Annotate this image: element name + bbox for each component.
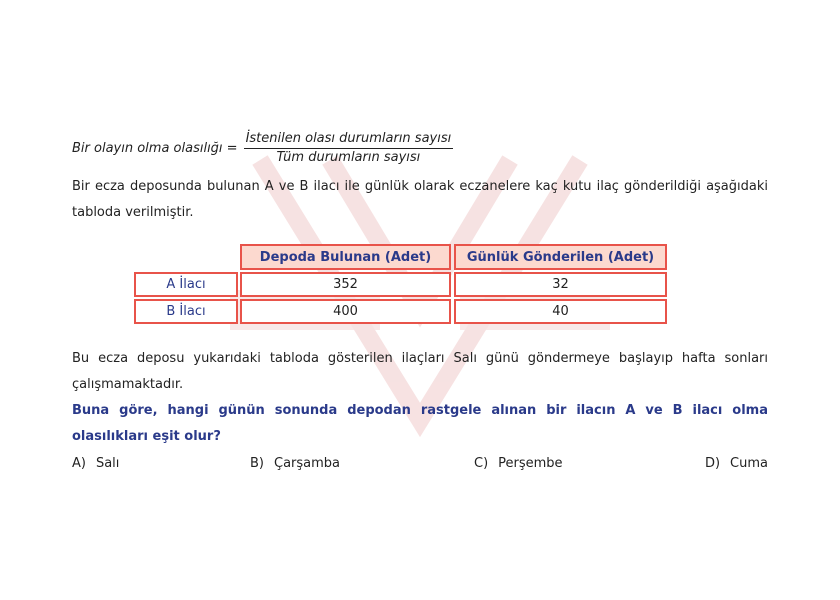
option-a-text: Salı: [95, 456, 120, 471]
answer-options: [72, 456, 768, 474]
option-d-text: Cuma: [730, 456, 768, 471]
probability-formula: [72, 130, 453, 166]
option-c-text: Perşembe: [498, 456, 563, 471]
option-c-letter: C): [474, 456, 489, 471]
option-d[interactable]: [705, 456, 768, 471]
formula-fraction: [244, 131, 454, 166]
table-cell-a-daily: 32: [454, 272, 667, 297]
table-row-label-b: B İlacı: [134, 299, 238, 324]
option-a[interactable]: [72, 456, 119, 471]
table-header-stock: Depoda Bulunan (Adet): [240, 244, 451, 270]
table-cell-b-daily: 40: [454, 299, 667, 324]
option-d-letter: D): [704, 456, 721, 471]
option-b-text: Çarşamba: [274, 456, 341, 471]
table-header-daily: Günlük Gönderilen (Adet): [454, 244, 667, 270]
table-row-label-a: A İlacı: [134, 272, 238, 297]
option-c[interactable]: [474, 456, 563, 471]
intro-paragraph: Bir ecza deposunda bulunan A ve B ilacı ile günlük olarak eczanelere kaç kutu ilaç gönderildiği aşağıdaki tabloda verilmiştir.: [72, 179, 768, 220]
option-b-letter: B): [250, 456, 264, 471]
table-cell-a-stock: 352: [240, 272, 451, 297]
formula-numerator: İstenilen olası durumların sayısı: [244, 131, 454, 149]
question-text: Buna göre, hangi günün sonunda depodan rastgele alınan bir ilacın A ve B ilacı olma olasılıkları eşit olur?: [72, 403, 768, 444]
formula-label: Bir olayın olma olasılığı =: [72, 140, 238, 156]
option-a-letter: A): [72, 456, 86, 471]
formula-denominator: Tüm durumların sayısı: [276, 149, 421, 165]
table-cell-b-stock: 400: [240, 299, 451, 324]
info-paragraph: Bu ecza deposu yukarıdaki tabloda gösterilen ilaçları Salı günü göndermeye başlayıp hafta sonları çalışmamaktadır.: [72, 351, 768, 392]
option-b[interactable]: [250, 456, 340, 471]
